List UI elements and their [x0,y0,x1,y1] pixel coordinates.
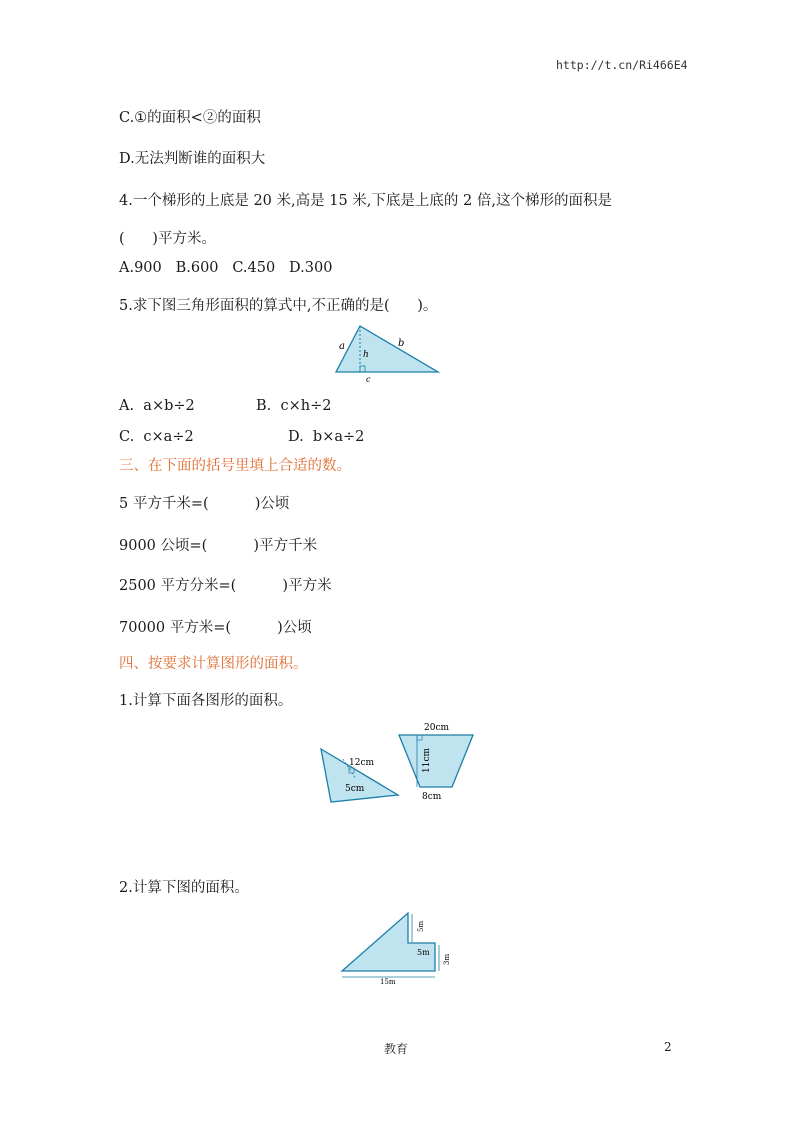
question-5: 5.求下图三角形面积的算式中,不正确的是( )。 [119,298,438,314]
option-5b: B. c×h÷2 [256,398,332,414]
option-5c: C. c×a÷2 [119,429,194,445]
fill-3: 2500 平方分米=( )平方米 [119,578,332,594]
option-c: C.①的面积<②的面积 [119,110,261,126]
footer-center: 教育 [384,1042,409,1056]
label-h: h [363,350,369,360]
section-4-title: 四、按要求计算图形的面积。 [119,656,308,672]
label-c: c [366,375,371,384]
question-4-line-1: 4.一个梯形的上底是 20 米,高是 15 米,下底是上底的 2 倍,这个梯形的面积是 [119,193,612,209]
middle-label: 5m [417,948,430,957]
option-5a: A. a×b÷2 [119,398,195,414]
triangle-shape [321,749,398,802]
triangle-trapezoid-figure [316,715,481,807]
triangle-base-label: 12cm [349,758,375,768]
base-label: 15m [380,978,396,986]
fill-4: 70000 平方米=( )公顷 [119,620,312,636]
option-5d: D. b×a÷2 [288,429,365,445]
right-label: 3m [443,953,451,965]
label-a: a [339,341,345,352]
label-b: b [398,338,405,349]
section-3-title: 三、在下面的括号里填上合适的数。 [119,458,351,474]
page-number: 2 [664,1040,672,1054]
header-url: http://t.cn/Ri466E4 [556,58,688,72]
triangle-height-label: 5cm [345,784,365,794]
problem-1: 1.计算下面各图形的面积。 [119,693,293,709]
trapezoid-height-label: 11cm [422,747,432,773]
trapezoid-bottom-label: 8cm [422,792,442,802]
triangle-shape [336,326,438,372]
problem-2: 2.计算下图的面积。 [119,880,249,896]
fill-1: 5 平方千米=( )公顷 [119,496,290,512]
option-d: D.无法判断谁的面积大 [119,151,266,167]
trapezoid-top-label: 20cm [424,723,450,733]
top-side-label: 5m [417,920,425,932]
composite-figure [338,905,458,987]
question-4-line-2: ( )平方米。 [119,231,216,247]
fill-2: 9000 公顷=( )平方千米 [119,538,318,554]
question-4-options: A.900 B.600 C.450 D.300 [119,260,333,276]
trapezoid-shape [399,735,473,787]
triangle-figure [330,322,445,384]
